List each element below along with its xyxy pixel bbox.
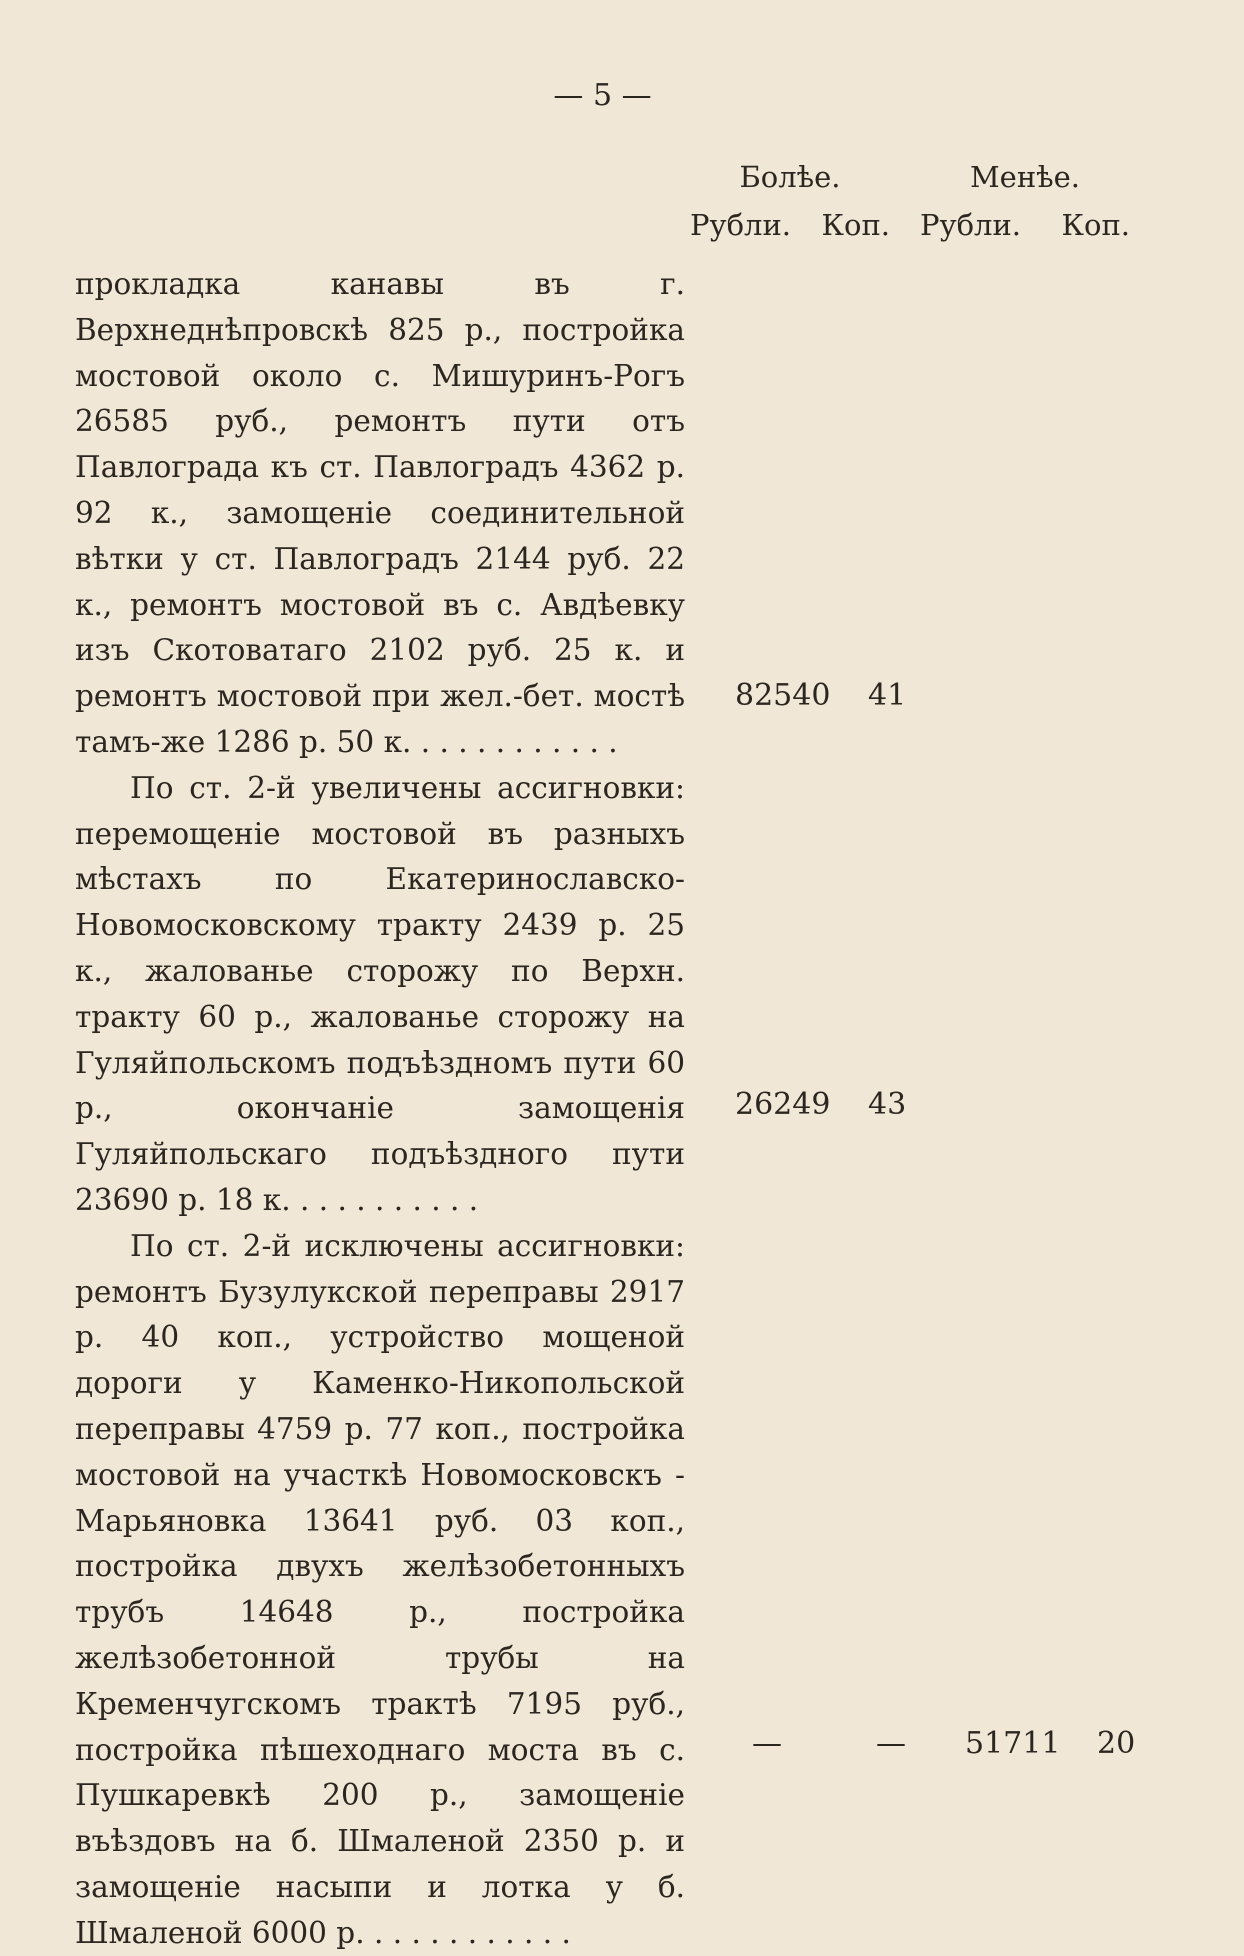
column-header-more-rubles: Рубли. (690, 208, 792, 242)
paragraph-3: По ст. 2-й исключены ассигновки: ремонтъ Бузулукской переправы 2917 р. 40 коп., устройство мощеной дороги у Каменко-Никопольской переправы 4759 р. 77 коп., постройка мостовой на участкѣ Новомосковскъ - Марьяновка 13641 руб. 03 коп., постройка двухъ желѣзобетонныхъ трубъ 14648 р., постройка желѣзобетонной трубы на Кременчугскомъ трактѣ 7195 руб., постройка пѣшеходнаго моста въ с. Пушкаревкѣ 200 р., замощеніе въѣздовъ на б. Шмаленой 2350 р. и замощеніе насыпи и лотка у б. Шмаленой 6000 р. . . . . . . . . . . . (75, 1228, 685, 1950)
entry-1-more-kopecks: 41 (868, 678, 907, 713)
page-number: — 5 — (553, 78, 652, 113)
column-header-less-label: Менѣе. (969, 160, 1081, 194)
entry-1-more-rubles: 82540 (735, 678, 831, 713)
column-header-more (690, 160, 890, 242)
paragraph-2: По ст. 2-й увеличены ассигновки: перемощеніе мостовой въ разныхъ мѣстахъ по Екатеринославско-Новомосковскому тракту 2439 р. 25 к., жалованье сторожу по Верхн. тракту 60 р., жалованье сторожу на Гуляйпольскомъ подъѣздномъ пути 60 р., окончаніе замощенія Гуляйпольскаго подъѣздного пути 23690 р. 18 к. . . . . . . . . . . (75, 770, 685, 1217)
entry-3-more-kopecks: — (876, 1726, 906, 1761)
column-header-more-kopecks: Коп. (821, 208, 890, 242)
column-header-more-label: Болѣе. (739, 160, 841, 194)
entry-2-more-kopecks: 43 (868, 1087, 907, 1122)
entry-3-less-rubles: 51711 (965, 1726, 1061, 1761)
entry-2-more-rubles: 26249 (735, 1087, 831, 1122)
entry-3-more-rubles: — (752, 1726, 782, 1761)
column-header-less-kopecks: Коп. (1061, 208, 1130, 242)
column-header-less-rubles: Рубли. (920, 208, 1022, 242)
body-text (75, 262, 685, 1956)
column-header-less (920, 160, 1130, 242)
paragraph-1: прокладка канавы въ г. Верхнеднѣпровскѣ 825 р., постройка мостовой около с. Мишуринъ-Рогъ 26585 руб., ремонтъ пути отъ Павлограда къ ст. Павлоградъ 4362 р. 92 к., замощеніе соединительной вѣтки у ст. Павлоградъ 2144 руб. 22 к., ремонтъ мостовой въ с. Авдѣевку изъ Скотоватаго 2102 руб. 25 к. и ремонтъ мостовой при жел.-бет. мостѣ тамъ-же 1286 р. 50 к. . . . . . . . . . . . (75, 267, 685, 759)
entry-3-less-kopecks: 20 (1097, 1726, 1136, 1761)
